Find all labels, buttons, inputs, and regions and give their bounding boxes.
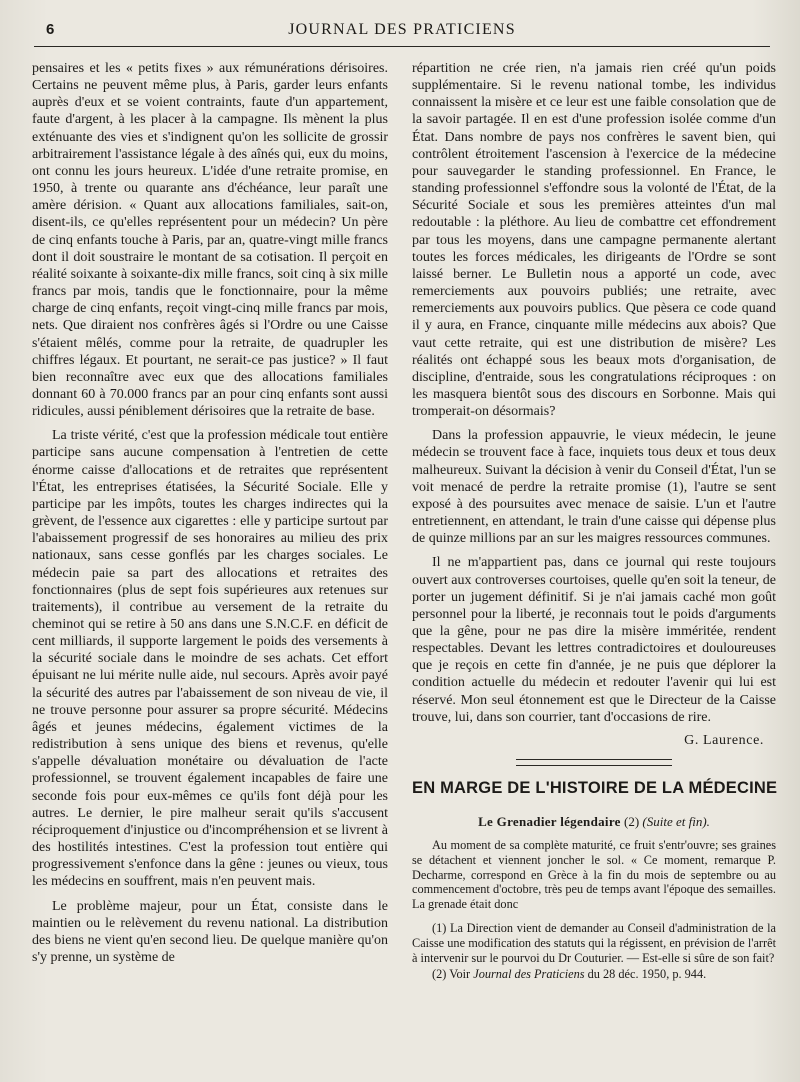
section-divider [516,759,672,766]
subhead-suffix: (Suite et fin). [642,814,710,830]
footnote-2-journal: Journal des Praticiens [473,967,585,982]
footnotes [412,921,776,981]
footnote-1: (1) La Direction vient de demander au Conseil d'administration de la Caisse une modification des statuts qui la régissent, en prévision de l'arrêt à intervenir sur le pourvoi du Dr Couturier. — Est-elle si sûre de son fait? [412,921,776,965]
journal-title: JOURNAL DES PRATICIENS [288,21,516,38]
section-heading: EN MARGE DE L'HISTOIRE DE LA MÉDECINE [412,779,778,798]
right-paragraph-3: Il ne m'appartient pas, dans ce journal qui reste toujours ouvert aux controverses courtoises, quelle qu'en soit la teneur, de porter un jugement définitif. Si je n'ai jamais caché mon goût personnel pour la liberté, je reconnais tout le poids d'arguments que la gêne, pour ne pas dire la misère imméritée, rendent respectables. Devant les lettres contradictoires et douloureuses que je reçois en cette fin d'année, je ne puis que déplorer la condition actuelle du médecin et redouter l'avenir qui lui est réservé. Mon seul étonnement est que le Directeur de la Caisse trouve, lui, dans son courrier, tant d'occasions de rire. [412,555,776,725]
author-signature: G. Laurence. [684,732,764,748]
left-paragraph-3: Le problème majeur, pour un État, consiste dans le maintien ou le relèvement du revenu national. La distribution des biens ne vient qu'en second lieu. De quelque manière qu'on s'y prenne, un système de [32,898,388,965]
section-body [412,838,776,911]
page-header [34,20,770,47]
footnote-2-rest: du 28 déc. 1950, p. 944. [587,967,707,982]
subhead-title: Le Grenadier légendaire [478,814,621,830]
right-paragraph-1: répartition ne crée rien, n'a jamais rien créé qu'un poids supplémentaire. Si le revenu national tombe, les individus connaissent la misère et ce leur est une faible consolation que de la savoir partagée. Il en est d'une profession isolée comme d'un État. Dans nombre de pays nos confrères le savent bien, qui contrôlent étroitement l'ascension à l'exercice de la médecine pour sauvegarder le standing professionnel. En France, le standing professionnel s'effondre sous la volonté de l'État, de la Sécurité Sociale et sous les premières atteintes d'un mal redoutable : la pléthore. Au lieu de combattre cet effondrement par tous les moyens, dans une campagne permanente alertant toutes les forces médicales, les dirigeants de l'Ordre se sont laissé berner. Le Bulletin nous a apporté un code, avec remerciements aux pouvoirs publiés; une retraite, avec remerciements aux pouvoirs publics. Que pèsera ce code quand il y aura, en France, cinquante mille médecins aux abois? Que vaut cette retraite, qui est une distribution de misère? Les réalités ont échappé sous les beaux mots d'organisation, de discipline, d'entraide, sous les congratulations réciproques : on les masquera bientôt sous des discours en Sorbonne. Mais qui tromperait-on désormais? [412,61,776,420]
subhead-note-ref: (2) [623,814,640,830]
right-paragraph-2: Dans la profession appauvrie, le vieux médecin, le jeune médecin se trouvent face à face, inquiets tous deux et tous deux malheureux. Suivant la décision à venir du Conseil d'État, l'un se voit menacé de perdre la retraite promise (1), l'autre se sent exposé à des poursuites avec menace de saisie. L'un et l'autre entretiennent, en attendant, le train d'une caisse qui dépense plus de quinze millions par an sur les maigres ressources communes. [412,428,776,547]
page-number: 6 [46,21,55,38]
section-paragraph: Au moment de sa complète maturité, ce fruit s'entr'ouvre; ses graines se détachent et viennent joncher le sol. « Ce moment, remarque P. Decharme, correspond en Grèce à la fin du mois de septembre ou au commencement d'octobre, très peu de temps avant l'époque des semailles. La grenade était donc [412,838,776,911]
left-column [32,60,388,966]
footnote-2-prefix: (2) Voir [432,967,471,982]
article-subhead [412,813,776,830]
left-paragraph-1: pensaires et les « petits fixes » aux rémunérations dérisoires. Certains ne peuvent même plus, à Paris, garder leurs enfants auprès d'eux et se voient contraints, faute d'un appartement, faute d'argent, à les placer à la campagne. Ils mènent la plus exténuante des vies et s'indignent qu'on les sollicite de grossir arbitrairement l'assistance légale à des aînés qui, eux du moins, ont connu les jours heureux. L'idée d'une retraite promise, en 1950, à trente ou quarante ans d'échéance, leur paraît une amère dérision. « Quant aux allocations familiales, sait-on, disent-ils, ce qu'elles représentent pour un médecin? Un père de cinq enfants touche à Paris, par an, quatre-vingt mille francs dont il doit soustraire le montant de sa cotisation. Il perçoit en réalité soixante à soixante-dix mille francs, soit cinq à six mille francs par mois, tandis que le fonctionnaire, pour la même charge de cinq enfants, reçoit vingt-cinq mille francs par mois, nets. Que diraient nos confrères âgés si l'Ordre ou une Caisse s'étaient mêlés, comme pour la retraite, de quadrupler les chiffres légaux. Et pourtant, ne serait-ce pas justice? » Il faut bien reconnaître avec eux que des allocations familiales donnant 60 à 70.000 francs par an pour cinq enfants sont aussi ridicules, aussi péniblement dérisoires que la retraite de base. [32,61,388,420]
footnote-2 [412,967,776,982]
right-column [412,60,776,982]
left-paragraph-2: La triste vérité, c'est que la profession médicale tout entière participe sans aucune compensation à l'entretien de cette énorme caisse d'allocations et de retraites que représentent l'État, les entreprises étatisées, la Sécurité Sociale. Elle y participe par les impôts, toutes les charges indirectes qui la grèvent, de l'essence aux cigarettes : elle y participe surtout par l'abaissement progressif de ses honoraires au milieu des prix nationaux, sans cesse gonflés par les charges sociales. Le médecin paie sa part des allocations et retraites des fonctionnaires (plus de sept fois supérieures aux retenues sur traitements), il contribue au versement de la retraite du cheminot qui se retire à 50 ans dans une S.N.C.F. en déficit de cent milliards, il supporte largement le poids des versements à la sécurité sociale dans le moindre de ses achats. Cet effort épuisant ne lui mérite nulle aide, nul secours. Après avoir payé la sécurité des autres par l'abaissement de son niveau de vie, il ne trouve personne pour assurer sa propre sécurité. Médecins âgés et jeunes médecins, également victimes de la redistribution à sens unique des biens et revenus, qu'elle s'appelle dévaluation monétaire ou dévaluation de l'acte professionnel, se trouvent également incapables de faire une seconde fois pour eux-mêmes ce qu'ils font déjà pour les autres. Le dernier, le pire malheur serait qu'ils s'accusent réciproquement d'injustice ou d'incompréhension et se livrent à des hostilités intestines. C'est la profession tout entière qui progressivement s'enfonce dans la gêne : jeunes ou vieux, tous les médecins en souffrent, mais n'en peuvent mais. [32,428,388,890]
